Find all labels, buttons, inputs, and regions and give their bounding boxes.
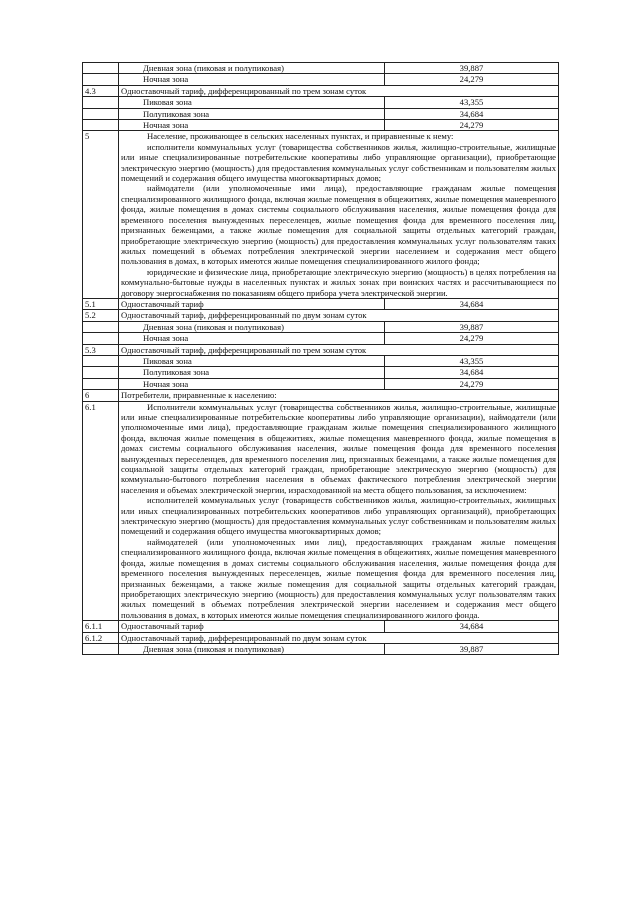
table-row [83, 298, 559, 309]
row-number: 6.1.1 [83, 621, 119, 632]
row-label: Одноставочный тариф, дифференцированный по двум зонам суток [119, 632, 559, 643]
row-label: Пиковая зона [119, 355, 385, 366]
row-number [83, 643, 119, 654]
row-number: 5.3 [83, 344, 119, 355]
row-value: 24,279 [385, 378, 559, 389]
row-value: 34,684 [385, 367, 559, 378]
paragraph: исполнителей коммунальных услуг (товариществ собственников жилья, жилищно-строительных, жилищных или иных специализированных потребительских кооперативов либо управляющих организаций), приобретающих электрическую энергию (мощность) для предоставления коммунальных услуг собственникам и пользователям жилых помещений и содержания общего имущества многоквартирных домов; [121, 495, 556, 537]
row-label: Одноставочный тариф [119, 298, 385, 309]
row-value: 24,279 [385, 333, 559, 344]
paragraph: юридические и физические лица, приобретающие электрическую энергию (мощность) в целях потребления на коммунально-бытовые нужды в населенных пунктах и жилых зонах при воинских частях и рассчитывающиеся по договору энергоснабжения по показаниям общего прибора учета электрической энергии. [121, 266, 556, 298]
table-row [83, 310, 559, 321]
table-row [83, 632, 559, 643]
row-number: 5.2 [83, 310, 119, 321]
row-number [83, 74, 119, 85]
table-row [83, 621, 559, 632]
row-value: 43,355 [385, 97, 559, 108]
tariff-table [82, 62, 559, 655]
row-number [83, 355, 119, 366]
row-value: 39,887 [385, 643, 559, 654]
row-value: 39,887 [385, 321, 559, 332]
row-label: Ночная зона [119, 378, 385, 389]
table-row [83, 378, 559, 389]
row-number [83, 63, 119, 74]
row-value: 34,684 [385, 621, 559, 632]
row-label: Дневная зона (пиковая и полупиковая) [119, 643, 385, 654]
table-row [83, 401, 559, 621]
table-row [83, 355, 559, 366]
row-number: 6.1.2 [83, 632, 119, 643]
table-row [83, 367, 559, 378]
row-number [83, 120, 119, 131]
table-row [83, 344, 559, 355]
row-label: Ночная зона [119, 74, 385, 85]
row-value: 39,887 [385, 63, 559, 74]
table-row [83, 74, 559, 85]
document-page [82, 62, 558, 655]
paragraph: исполнители коммунальных услуг (товарищества собственников жилья, жилищно-строительные, жилищные или иные специализированные потребительские кооперативы либо управляющие организации), приобретающие электрическую энергию (мощность) для предоставления коммунальных услуг собственникам и пользователям жилых помещений и содержания общего имущества многоквартирных домов; [121, 141, 556, 184]
paragraph: Население, проживающее в сельских населенных пунктах, и приравненные к нему: [147, 131, 454, 142]
row-label: Пиковая зона [119, 97, 385, 108]
table-row [83, 131, 559, 299]
table-row [83, 120, 559, 131]
paragraph: наймодателей (или уполномоченных ими лиц), предоставляющих гражданам жилые помещения специализированного жилищного фонда, включая жилые помещения в общежитиях, жилые помещения маневренного фонда, жилые помещения в домах системы социального обслуживания населения, жилые помещения фонда для временного поселения вынужденных переселенцев, жилые помещения фонда для временного поселения лиц, признанных беженцами, а также жилые помещения для социальной защиты отдельных категорий граждан, приобретающих электрическую энергию (мощность) для предоставления коммунальных услуг пользователям таких жилых помещений в объемах потребления электрической энергии населением и содержания мест общего пользования в домах, в которых имеются жилые помещения специализированного жилого фонда. [121, 536, 556, 620]
paragraph: Исполнители коммунальных услуг (товарищества собственников жилья, жилищно-строительные, жилищные или иные специализированные потребительские кооперативы либо управляющие организации), наймодатели (или уполномоченные ими лица), предоставляющие гражданам жилые помещения специализированного жилищного фонда, включая жилые помещения в общежитиях, жилые помещения маневренного фонда, жилые помещения в домах системы социального обслуживания населения, жилые помещения фонда для временного поселения вынужденных переселенцев, для временного поселения лиц, признанных беженцами, а также жилые помещения для социальной защиты отдельных категорий граждан, приобретающие электрическую энергию (мощность) для коммунально-бытового потребления населения в объемах фактического потребления электрической энергии населения и объемах электрической энергии, израсходованной на места общего пользования, за исключением: [121, 401, 556, 495]
row-value: 24,279 [385, 120, 559, 131]
row-number: 4.3 [83, 85, 119, 96]
row-number [83, 367, 119, 378]
table-row [83, 63, 559, 74]
row-label: Одноставочный тариф, дифференцированный по двум зонам суток [119, 310, 559, 321]
row-label: Дневная зона (пиковая и полупиковая) [119, 63, 385, 74]
row-number: 5.1 [83, 298, 119, 309]
row-number [83, 97, 119, 108]
table-row [83, 390, 559, 401]
row-number [83, 108, 119, 119]
row-label: Дневная зона (пиковая и полупиковая) [119, 321, 385, 332]
paragraph: наймодатели (или уполномоченные ими лица), предоставляющие гражданам жилые помещения специализированного жилищного фонда, включая жилые помещения в общежитиях, жилые помещения маневренного фонда, жилые помещения в домах системы социального обслуживания населения, жилые помещения фонда для временного поселения вынужденных переселенцев, жилые помещения фонда для временного поселения лиц, признанных беженцами, а также жилые помещения для социальной защиты отдельных категорий граждан, приобретающие электрическую энергию (мощность) для предоставления коммунальных услуг пользователям таких жилых помещений в объемах потребления электрической энергии населением и содержания мест общего пользования в домах, в которых имеются жилые помещения специализированного жилого фонда; [121, 183, 556, 267]
row-value: 34,684 [385, 298, 559, 309]
table-row [83, 643, 559, 654]
table-row [83, 333, 559, 344]
row-value: 34,684 [385, 108, 559, 119]
row-label: Ночная зона [119, 333, 385, 344]
row-label: Полупиковая зона [119, 367, 385, 378]
row-number: 6 [83, 390, 119, 401]
row-value: 43,355 [385, 355, 559, 366]
row-label: Полупиковая зона [119, 108, 385, 119]
row-label: Потребители, приравненные к населению: [119, 390, 559, 401]
table-row [83, 321, 559, 332]
row-text-block [119, 401, 559, 621]
row-number: 5 [83, 131, 119, 299]
table-row [83, 97, 559, 108]
row-label: Ночная зона [119, 120, 385, 131]
row-label: Одноставочный тариф, дифференцированный по трем зонам суток [119, 85, 559, 96]
row-number [83, 333, 119, 344]
row-number: 6.1 [83, 401, 119, 621]
row-text-block [119, 131, 559, 299]
table-row [83, 108, 559, 119]
row-value: 24,279 [385, 74, 559, 85]
row-number [83, 321, 119, 332]
table-row [83, 85, 559, 96]
row-number [83, 378, 119, 389]
row-label: Одноставочный тариф [119, 621, 385, 632]
row-label: Одноставочный тариф, дифференцированный по трем зонам суток [119, 344, 559, 355]
